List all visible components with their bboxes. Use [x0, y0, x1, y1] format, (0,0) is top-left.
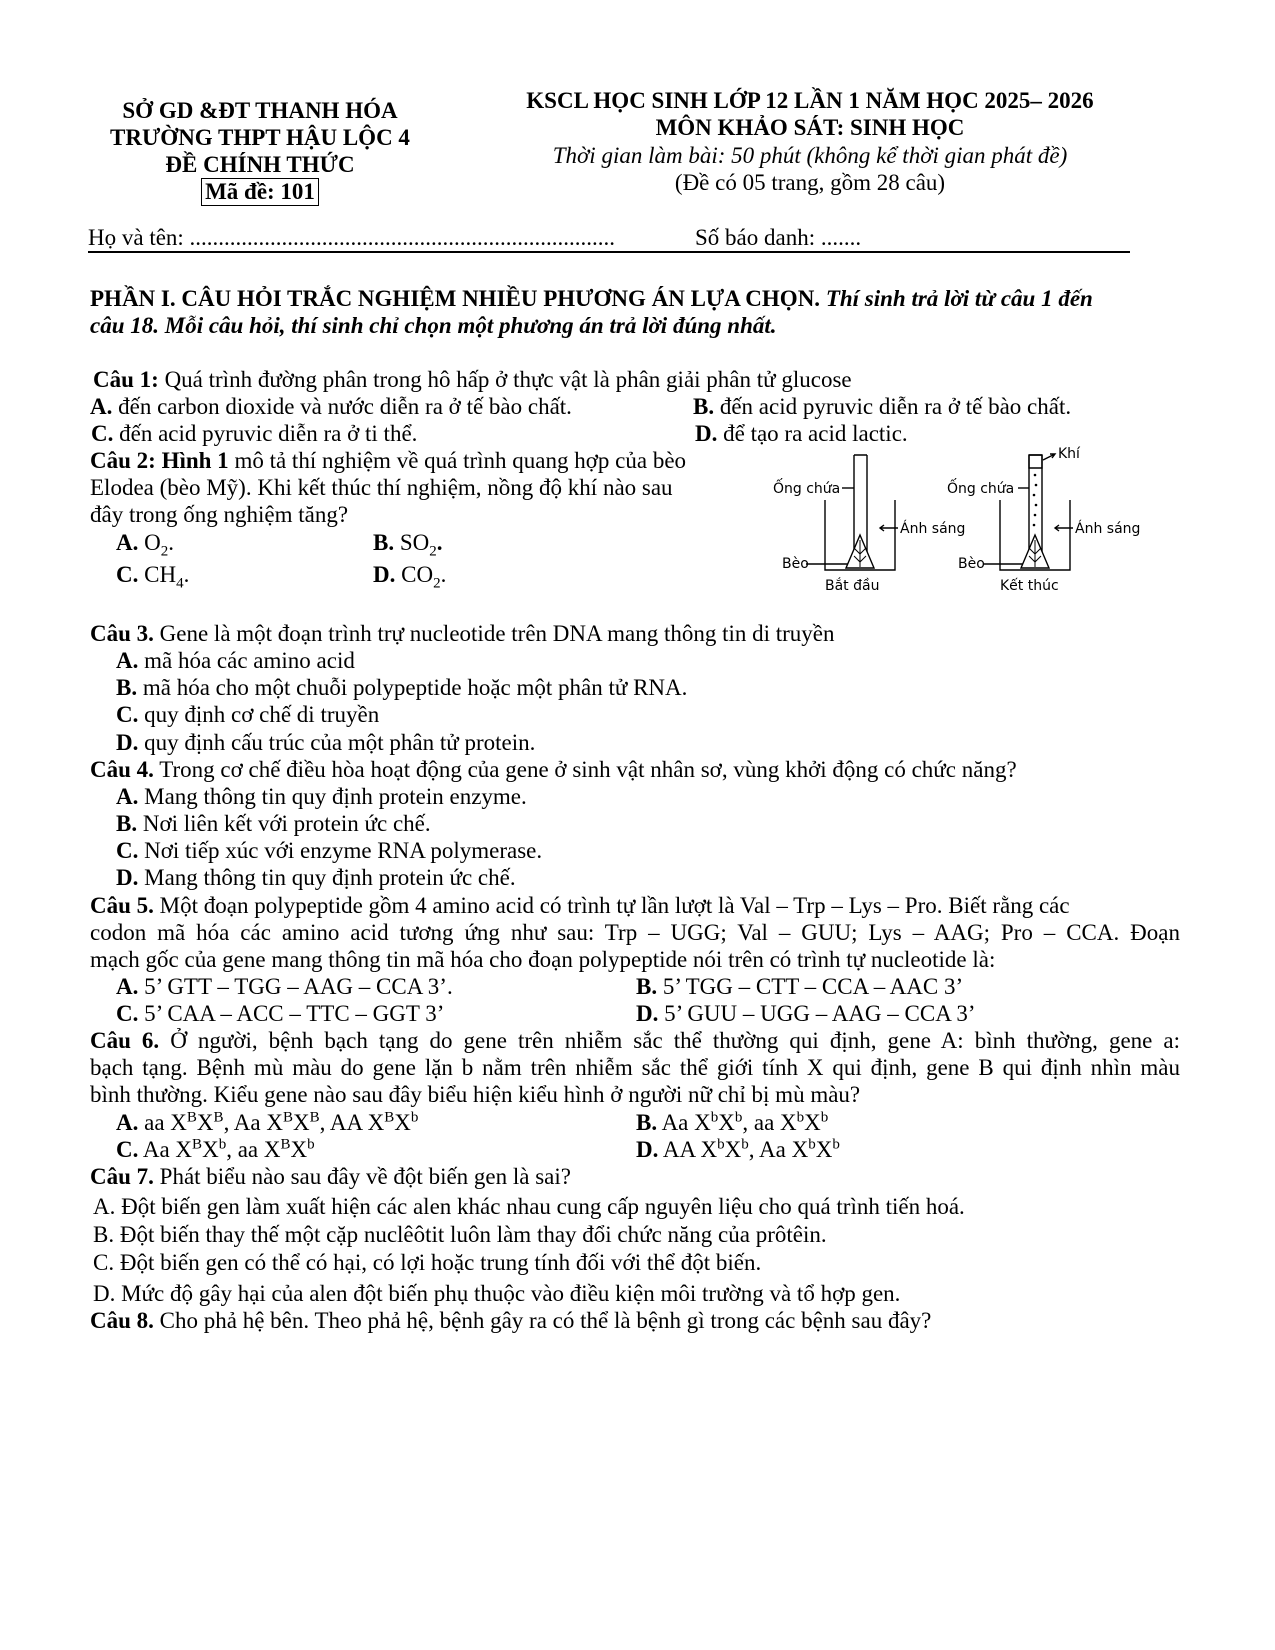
fig-light-label-start: Ánh sáng — [900, 521, 966, 537]
q4-a-label: A. — [116, 784, 139, 809]
school-name: TRƯỜNG THPT HẬU LỘC 4 — [110, 125, 410, 150]
q2-a-end: . — [168, 530, 174, 555]
q2-stem-3: đây trong ống nghiệm tăng? — [90, 502, 349, 527]
q5-label: Câu 5. — [90, 893, 154, 918]
q1-text: Quá trình đường phân trong hô hấp ở thực vật là phân giải phân tử glucose — [158, 367, 852, 392]
q5-stem-2: codon mã hóa các amino acid tương ứng như sau: Trp – UGG; Val – GUU; Lys – AAG; Pro – CCA. Đoạn — [90, 920, 1180, 945]
q2-figure-ref: Hình 1 — [155, 448, 229, 473]
q3-d-text: quy định cấu trúc của một phân tử protein. — [138, 730, 536, 755]
part1-line1 — [90, 285, 1093, 312]
q3-c-text: quy định cơ chế di truyền — [138, 702, 380, 727]
q3-b-label: B. — [116, 675, 138, 700]
pages-note: (Đề có 05 trang, gồm 28 câu) — [674, 170, 946, 195]
q8-text: Cho phả hệ bên. Theo phả hệ, bệnh gây ra có thể là bệnh gì trong các bệnh sau đây? — [153, 1308, 932, 1333]
q5-option-c[interactable] — [116, 1000, 444, 1027]
q2-c-text: CH — [138, 562, 177, 587]
q6-stem-1 — [90, 1027, 1180, 1054]
exam-code — [110, 178, 410, 206]
q5-text-1: Một đoạn polypeptide gồm 4 amino acid có trình tự lần lượt là Val – Trp – Lys – Pro. Biết rằng các — [153, 893, 1070, 918]
q3-c-label: C. — [116, 702, 139, 727]
q6-option-c[interactable]: C. Aa $X^BX^b$, aa $X^BX^b$ — [116, 1136, 315, 1162]
q6-d-label: D. — [636, 1137, 659, 1162]
q4-d-label: D. — [116, 865, 139, 890]
q1-a-text: đến carbon dioxide và nước diễn ra ở tế bào chất. — [112, 394, 572, 419]
name-field[interactable]: Họ và tên: .......................................................................... — [88, 225, 616, 250]
q5-stem-3: mạch gốc của gene mang thông tin mã hóa cho đoạn polypeptide nói trên có trình tự nucleotide là: — [90, 947, 996, 972]
q4-option-b[interactable] — [116, 810, 431, 837]
part1-instr1: Thí sinh trả lời từ câu 1 đến — [820, 286, 1093, 311]
q5-c-text: 5’ CAA – ACC – TTC – GGT 3’ — [138, 1001, 445, 1026]
q7-stem — [90, 1163, 571, 1190]
q3-b-text: mã hóa cho một chuỗi polypeptide hoặc một phân tử RNA. — [137, 675, 688, 700]
q4-d-text: Mang thông tin quy định protein ức chế. — [138, 865, 516, 890]
q2-option-a[interactable] — [116, 529, 174, 560]
q1-option-c[interactable] — [91, 420, 417, 447]
exam-code-box: Mã đề: 101 — [201, 178, 319, 206]
q1-d-text: để tạo ra acid lactic. — [717, 421, 908, 446]
q2-a-label: A. — [116, 530, 139, 555]
student-id-field[interactable]: Số báo danh: ....... — [695, 225, 862, 250]
q2-d-end: . — [440, 562, 447, 587]
q5-stem-1 — [90, 892, 1180, 919]
fig-light-label-end: Ánh sáng — [1075, 521, 1141, 537]
name-underline — [88, 251, 1130, 253]
q3-option-d[interactable] — [116, 729, 535, 756]
q1-c-label: C. — [91, 421, 114, 446]
q3-stem — [90, 620, 835, 647]
q5-a-label: A. — [116, 974, 139, 999]
q8-label: Câu 8. — [90, 1308, 154, 1333]
q3-label: Câu 3. — [90, 621, 154, 646]
q1-label: Câu 1: — [93, 367, 159, 392]
dept-name: SỞ GD &ĐT THANH HÓA — [122, 98, 398, 123]
q8-stem — [90, 1307, 931, 1334]
time-note: Thời gian làm bài: 50 phút (không kể thời gian phát đề) — [552, 143, 1068, 168]
q4-option-a[interactable] — [116, 783, 527, 810]
q5-a-text: 5’ GTT – TGG – AAG – CCA 3’. — [138, 974, 453, 999]
subject-title: MÔN KHẢO SÁT: SINH HỌC — [655, 115, 965, 140]
q7-option-a[interactable]: A. Đột biến gen làm xuất hiện các alen khác nhau cung cấp nguyên liệu cho quá trình tiến hoá. — [93, 1194, 965, 1219]
q7-label: Câu 7. — [90, 1164, 154, 1189]
q2-text-1: mô tả thí nghiệm về quá trình quang hợp của bèo — [228, 448, 687, 473]
q6-option-d[interactable]: D. AA $X^bX^b$, Aa $X^bX^b$ — [636, 1136, 840, 1162]
q5-b-label: B. — [636, 974, 658, 999]
q5-c-label: C. — [116, 1001, 139, 1026]
q1-b-text: đến acid pyruvic diễn ra ở tế bào chất. — [714, 394, 1072, 419]
q6-option-b[interactable]: B. Aa $X^bX^b$, aa $X^bX^b$ — [636, 1109, 829, 1135]
q6-option-a[interactable]: A. aa $X^BX^B$, Aa $X^BX^B$, AA $X^BX^b$ — [116, 1109, 419, 1135]
fig-plant-label-end: Bèo — [958, 556, 985, 572]
q2-option-b[interactable] — [373, 529, 443, 560]
q5-option-d[interactable] — [636, 1000, 975, 1027]
q1-c-text: đến acid pyruvic diễn ra ở ti thể. — [113, 421, 418, 446]
q4-c-label: C. — [116, 838, 139, 863]
q7-option-b[interactable]: B. Đột biến thay thế một cặp nuclêôtit luôn làm thay đổi chức năng của prôtêin. — [93, 1222, 827, 1247]
q2-c-end: . — [183, 562, 190, 587]
q2-d-sub: 2 — [433, 575, 441, 592]
q5-option-a[interactable] — [116, 973, 453, 1000]
q4-b-label: B. — [116, 811, 138, 836]
exam-title: KSCL HỌC SINH LỚP 12 LẦN 1 NĂM HỌC 2025– 2026 — [526, 88, 1094, 113]
q4-b-text: Nơi liên kết với protein ức chế. — [137, 811, 431, 836]
q1-option-b[interactable] — [693, 393, 1071, 420]
q6-c-label: C. — [116, 1137, 139, 1162]
q5-d-label: D. — [636, 1001, 659, 1026]
q1-stem — [93, 366, 852, 393]
part1-title: PHẦN I. CÂU HỎI TRẮC NGHIỆM NHIỀU PHƯƠNG ÁN LỰA CHỌN. — [90, 286, 821, 311]
q1-a-label: A. — [90, 394, 113, 419]
q2-c-label: C. — [116, 562, 139, 587]
q1-d-label: D. — [695, 421, 718, 446]
q1-option-a[interactable] — [90, 393, 572, 420]
q6-a-label: A. — [116, 1110, 139, 1135]
fig-gas-label: Khí — [1058, 446, 1080, 462]
q2-b-text: SO — [394, 530, 430, 555]
q2-b-sub: 2 — [429, 543, 437, 560]
q3-option-c[interactable] — [116, 701, 379, 728]
q7-option-d[interactable]: D. Mức độ gây hại của alen đột biến phụ thuộc vào điều kiện môi trường và tổ hợp gen. — [93, 1281, 901, 1306]
q2-c-sub: 4 — [176, 575, 184, 592]
q3-option-a[interactable] — [116, 647, 355, 674]
q2-label: Câu 2: — [90, 448, 156, 473]
q6-label: Câu 6. — [90, 1028, 160, 1053]
fig-caption-start: Bắt đầu — [825, 578, 880, 594]
q4-option-d[interactable] — [116, 864, 516, 891]
fig-tube-label-end: Ống chứa — [947, 481, 1015, 497]
fig-plant-label-start: Bèo — [782, 556, 809, 572]
q4-c-text: Nơi tiếp xúc với enzyme RNA polymerase. — [138, 838, 543, 863]
q2-d-label: D. — [373, 562, 396, 587]
q2-b-end: . — [436, 530, 443, 555]
q6-stem-3: bình thường. Kiểu gene nào sau đây biểu hiện kiểu hình ở người nữ chỉ bị mù màu? — [90, 1082, 861, 1107]
q5-d-text: 5’ GUU – UGG – AAG – CCA 3’ — [658, 1001, 976, 1026]
fig-caption-end: Kết thúc — [1000, 578, 1059, 594]
q3-a-text: mã hóa các amino acid — [138, 648, 355, 673]
q7-text: Phát biểu nào sau đây về đột biến gen là sai? — [153, 1164, 571, 1189]
q6-b-label: B. — [636, 1110, 658, 1135]
q2-stem-1 — [90, 447, 686, 474]
q2-option-d[interactable] — [373, 561, 447, 592]
q4-option-c[interactable] — [116, 837, 542, 864]
q3-option-b[interactable] — [116, 674, 687, 701]
q2-stem-2: Elodea (bèo Mỹ). Khi kết thúc thí nghiệm, nồng độ khí nào sau — [90, 475, 673, 500]
official-label: ĐỀ CHÍNH THỨC — [165, 152, 355, 177]
q5-option-b[interactable] — [636, 973, 963, 1000]
q2-b-label: B. — [373, 530, 395, 555]
q2-a-text: O — [138, 530, 161, 555]
fig-tube-label-start: Ống chứa — [773, 481, 841, 497]
q4-a-text: Mang thông tin quy định protein enzyme. — [138, 784, 527, 809]
q3-a-label: A. — [116, 648, 139, 673]
q5-b-text: 5’ TGG – CTT – CCA – AAC 3’ — [657, 974, 964, 999]
q2-option-c[interactable] — [116, 561, 190, 592]
q6-text-1: Ở người, bệnh bạch tạng do gene trên nhiễm sắc thể thường qui định, gene A: bình thường, gene a: — [159, 1028, 1180, 1053]
q3-d-label: D. — [116, 730, 139, 755]
q2-d-text: CO — [395, 562, 434, 587]
photosynthesis-figure — [770, 440, 1170, 610]
q2-a-sub: 2 — [160, 543, 169, 560]
q3-text: Gene là một đoạn trình trự nucleotide trên DNA mang thông tin di truyền — [153, 621, 835, 646]
part1-instr2: câu 18. Mỗi câu hỏi, thí sinh chỉ chọn một phương án trả lời đúng nhất. — [90, 313, 777, 338]
q7-option-c[interactable]: C. Đột biến gen có thể có hại, có lợi hoặc trung tính đối với thể đột biến. — [93, 1250, 762, 1275]
q4-stem — [90, 756, 1017, 783]
q6-stem-2: bạch tạng. Bệnh mù màu do gene lặn b nằm trên nhiễm sắc thể giới tính X qui định, gene B qui định nhìn màu — [90, 1055, 1180, 1080]
q4-label: Câu 4. — [90, 757, 154, 782]
q1-b-label: B. — [693, 394, 715, 419]
q4-text: Trong cơ chế điều hòa hoạt động của gene ở sinh vật nhân sơ, vùng khởi động có chức năng? — [153, 757, 1017, 782]
